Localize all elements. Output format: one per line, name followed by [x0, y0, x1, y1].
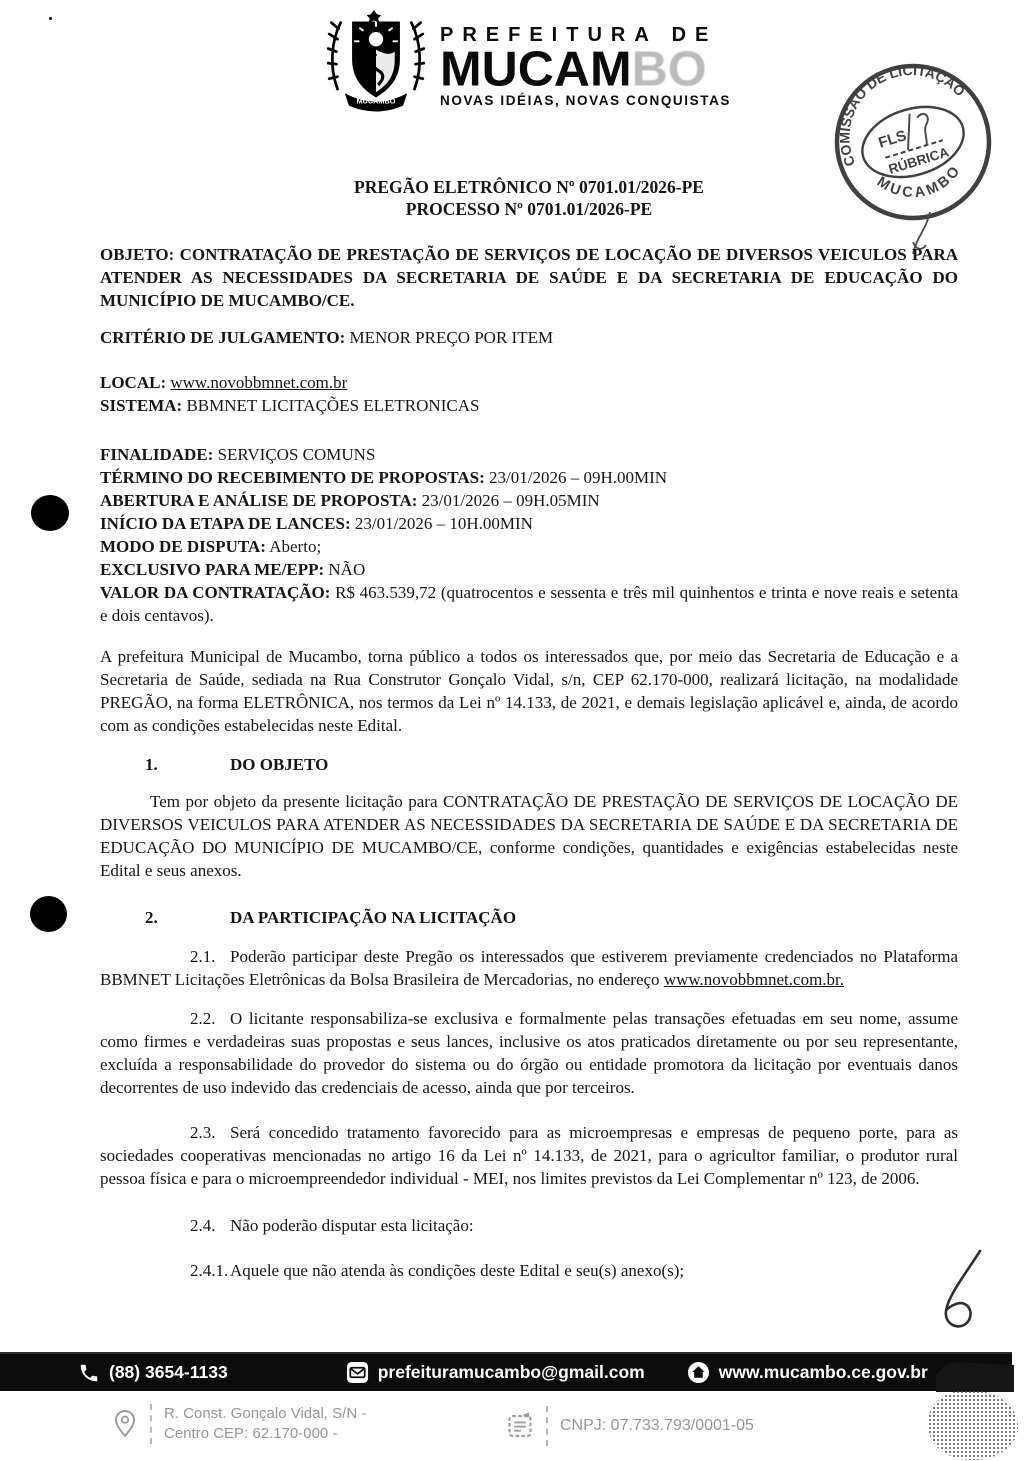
footer-email-address: prefeituramucambo@gmail.com — [377, 1362, 645, 1382]
logo-tagline: NOVAS IDÉIAS, NOVAS CONQUISTAS — [440, 93, 732, 108]
exclusivo-line — [100, 558, 958, 581]
criterio-line — [100, 326, 958, 349]
handwritten-margin-mark — [932, 1248, 992, 1343]
title-line-processo: PROCESSO Nº 0701.01/2026-PE — [405, 199, 653, 219]
crest-caption: MUCAMBO — [356, 96, 396, 106]
hole-punch-top — [31, 495, 69, 531]
clause-2-4-1 — [100, 1259, 958, 1282]
logo-pretitle: PREFEITURA DE — [440, 24, 718, 46]
section-1-title: DO OBJETO — [230, 755, 329, 774]
footer-address-group — [112, 1404, 366, 1444]
preambulo-paragraph: A prefeitura Municipal de Mucambo, torna público a todos os interessados que, por meio das Secretaria de Educação e a Secretaria de Saúde, sediada na Rua Construtor Gonçalo Vidal, s/n, CEP 62.170-000, realizará licitação, na modalidade PREGÃO, na forma ELETRÔNICA, nos termos da Lei nº 14.133, de 2021, e demais legislação aplicável e, ainda, de acordo com as condições estabelecidas neste Edital. — [100, 647, 958, 735]
clause-2-2 — [100, 1007, 958, 1099]
finalidade-line — [100, 443, 958, 466]
exclusivo-label: EXCLUSIVO PARA ME/EPP: — [100, 560, 325, 579]
logo-brand-name: MUCAMBO — [440, 41, 707, 97]
clause-2-1-url-link[interactable]: www.novobbmnet.com.br. — [663, 970, 845, 989]
clause-2-4-1-text: Aquele que não atenda às condições deste Edital e seu(s) anexo(s); — [230, 1261, 685, 1280]
clause-2-1-number: 2.1. — [190, 947, 216, 966]
clause-2-1-text: Poderão participar deste Pregão os interessados que estiverem previamente credenciados no Plataforma BBMNET Licitações Eletrônicas da Bolsa Brasileira de Mercadorias, no endereço — [100, 947, 958, 989]
clause-2-3-number: 2.3. — [190, 1123, 216, 1142]
sistema-value: BBMNET LICITAÇÕES ELETRONICAS — [186, 396, 480, 415]
local-sistema-block — [100, 371, 958, 417]
modo-label: MODO DE DISPUTA: — [100, 537, 266, 556]
local-line — [100, 371, 958, 394]
email-icon — [346, 1361, 369, 1384]
clause-2-4-number: 2.4. — [190, 1216, 216, 1235]
footer-website-item — [687, 1361, 928, 1384]
stamp-fls-label: FLS — [876, 127, 909, 152]
schedule-block — [100, 443, 958, 627]
footer-separator — [150, 1404, 152, 1444]
footer-address-row — [0, 1398, 1028, 1458]
footer-email-item — [346, 1361, 645, 1384]
prefeitura-logo — [322, 8, 731, 112]
title-line-pregao: PREGÃO ELETRÔNICO Nº 0701.01/2026-PE — [354, 177, 704, 197]
footer-bar-corner-shape — [936, 1362, 1014, 1392]
finalidade-label: FINALIDADE: — [100, 445, 214, 464]
stamp-rubrica-label: RÚBRICA — [886, 144, 951, 177]
section-2-number: 2. — [145, 908, 158, 927]
abertura-line — [100, 489, 958, 512]
footer-address-line1: R. Const. Gonçalo Vidal, S/N - — [164, 1405, 367, 1422]
sistema-label: SISTEMA: — [100, 396, 183, 415]
coat-of-arms-icon — [322, 8, 430, 112]
clause-2-1 — [100, 945, 958, 991]
clause-2-4-text: Não poderão disputar esta licitação: — [230, 1216, 474, 1235]
objeto-label: OBJETO: — [100, 245, 175, 264]
sistema-line — [100, 394, 958, 417]
footer-cnpj-group — [506, 1406, 754, 1446]
termino-value: 23/01/2026 – 09H.00MIN — [489, 468, 668, 487]
clause-2-2-number: 2.2. — [190, 1009, 216, 1028]
section-1-number: 1. — [145, 755, 158, 774]
hole-punch-bottom — [30, 896, 67, 932]
clause-2-4-1-number: 2.4.1. — [190, 1261, 229, 1280]
inicio-value: 23/01/2026 – 10H.00MIN — [354, 514, 533, 533]
criterio-label: CRITÉRIO DE JULGAMENTO: — [100, 328, 346, 347]
termino-label: TÉRMINO DO RECEBIMENTO DE PROPOSTAS: — [100, 468, 485, 487]
local-url-link[interactable]: www.novobbmnet.com.br — [170, 373, 348, 392]
abertura-label: ABERTURA E ANÁLISE DE PROPOSTA: — [100, 491, 418, 510]
section-2-title: DA PARTICIPAÇÃO NA LICITAÇÃO — [230, 908, 517, 927]
clause-2-4 — [100, 1214, 958, 1237]
licitacao-commission-stamp — [818, 52, 1008, 262]
phone-icon — [78, 1362, 100, 1384]
footer-contact-bar — [0, 1352, 1012, 1391]
stamp-arc-top-text: COMISSÃO DE LICITAÇÃO — [836, 61, 969, 169]
document-title — [100, 176, 958, 220]
inicio-line — [100, 512, 958, 535]
document-body — [100, 243, 958, 1282]
footer-cnpj-text: CNPJ: 07.733.793/0001-05 — [560, 1417, 754, 1434]
abertura-value: 23/01/2026 – 09H.05MIN — [421, 491, 600, 510]
stamp-arc-bottom-text: MUCAMBO — [873, 161, 965, 202]
objeto-paragraph — [100, 243, 958, 312]
valor-value: R$ 463.539,72 (quatrocentos e sessenta e três mil quinhentos e trinta e nove reais e setenta e dois centavos). — [100, 583, 958, 625]
footer-separator — [546, 1406, 548, 1446]
section-2-heading — [100, 906, 958, 929]
criterio-value: MENOR PREÇO POR ITEM — [349, 328, 554, 347]
objeto-text: CONTRATAÇÃO DE PRESTAÇÃO DE SERVIÇOS DE LOCAÇÃO DE DIVERSOS VEICULOS PARA ATENDER AS NECESSIDADES DA SECRETARIA DE SAÚDE E DA SECRETARIA DE EDUCAÇÃO DO MUNICÍPIO DE MUCAMBO/CE. — [100, 245, 959, 310]
website-home-icon — [687, 1361, 710, 1384]
clause-2-2-text: O licitante responsabiliza-se exclusiva e formalmente pelas transações efetuadas em seu nome, assume como firmes e verdadeiras suas propostas e seus lances, inclusive os atos praticados diretamente ou por seu representante, excluída a responsabilidade do provedor do sistema ou do órgão ou entidade promotora da licitação por eventuais danos decorrentes de uso indevido das credenciais de acesso, ainda que por terceiros. — [100, 1009, 958, 1097]
modo-line — [100, 535, 958, 558]
footer-address-line2: Centro CEP: 62.170-000 - — [164, 1425, 338, 1442]
exclusivo-value: NÃO — [328, 560, 366, 579]
clause-2-3 — [100, 1121, 958, 1190]
location-pin-icon — [112, 1409, 138, 1439]
scan-noise-speck — [49, 17, 52, 20]
footer-website-url: www.mucambo.ce.gov.br — [718, 1362, 928, 1382]
valor-label: VALOR DA CONTRATAÇÃO: — [100, 583, 331, 602]
clause-2-3-text: Será concedido tratamento favorecido para as microempresas e empresas de pequeno porte, para as sociedades cooperativas mencionadas no artigo 16 da Lei nº 14.133, de 2021, para o agricultor familiar, o produtor rural pessoa física e para o microempreendedor individual - MEI, nos limites previstos da Lei Complementar nº 123, de 2006. — [100, 1123, 958, 1188]
footer-phone-item — [78, 1362, 228, 1384]
logo-brand-faded-letters: BO — [631, 41, 707, 97]
valor-line — [100, 581, 958, 627]
finalidade-value: SERVIÇOS COMUNS — [217, 445, 376, 464]
modo-value: Aberto; — [269, 537, 322, 556]
section-1-heading — [100, 753, 958, 776]
local-label: LOCAL: — [100, 373, 167, 392]
document-card-icon — [506, 1412, 534, 1440]
inicio-label: INÍCIO DA ETAPA DE LANCES: — [100, 514, 351, 533]
section-1-paragraph: Tem por objeto da presente licitação para CONTRATAÇÃO DE PRESTAÇÃO DE SERVIÇOS DE LOCAÇÃO DE DIVERSOS VEICULOS PARA ATENDER AS NECESSIDADES DA SECRETARIA DE SAÚDE E DA SECRETARIA DE EDUCAÇÃO DO MUNICÍPIO DE MUCAMBO/CE, conforme condições, quantidades e exigências estabelecidas neste Edital e seus anexos. — [100, 792, 958, 880]
termino-line — [100, 466, 958, 489]
footer-phone-number: (88) 3654-1133 — [109, 1362, 228, 1382]
